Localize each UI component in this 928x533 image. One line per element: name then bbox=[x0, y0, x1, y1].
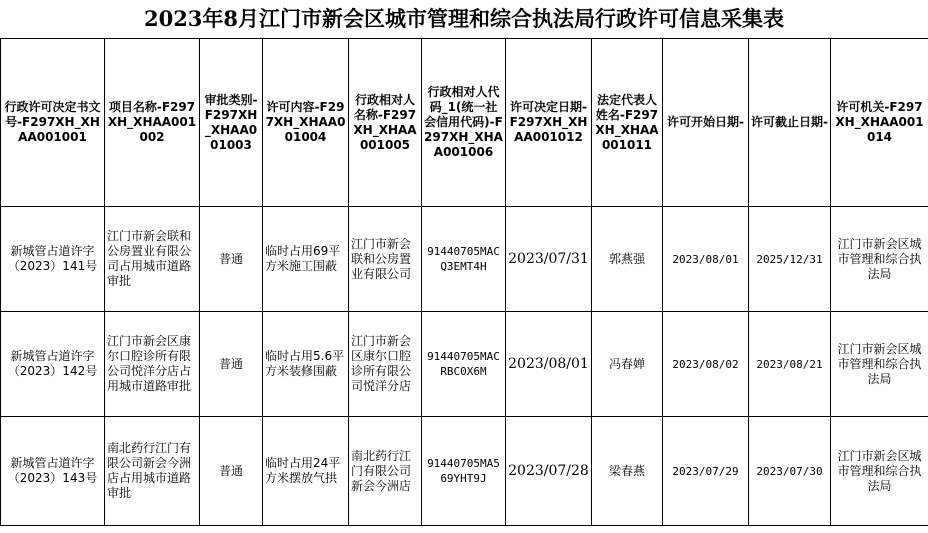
cell-authority: 江门市新会区城市管理和综合执法局 bbox=[831, 312, 928, 417]
cell-content: 临时占用5.6平方米装修围蔽 bbox=[263, 312, 349, 417]
cell-legal-rep: 冯春婵 bbox=[592, 312, 663, 417]
cell-content: 临时占用24平方米摆放气拱 bbox=[263, 417, 349, 526]
cell-code: 91440705MA569YHT9J bbox=[422, 417, 506, 526]
permit-table bbox=[0, 38, 928, 526]
cell-start-date: 2023/08/02 bbox=[663, 312, 749, 417]
table-row bbox=[1, 312, 928, 417]
header-doc-no: 行政许可决定书文号-F297XH_XHAA001001 bbox=[1, 39, 105, 207]
table-row bbox=[1, 417, 928, 526]
cell-legal-rep: 梁春燕 bbox=[592, 417, 663, 526]
cell-code: 91440705MACQ3EMT4H bbox=[422, 207, 506, 312]
header-party: 行政相对人名称-F297XH_XHAA001005 bbox=[349, 39, 422, 207]
cell-decision-date: 2023/07/28 bbox=[506, 417, 592, 526]
cell-doc-no: 新城管占道许字（2023）143号 bbox=[1, 417, 105, 526]
cell-project: 江门市新会区康尔口腔诊所有限公司悦洋分店占用城市道路审批 bbox=[105, 312, 200, 417]
cell-project: 南北药行江门有限公司新会今洲店占用城市道路审批 bbox=[105, 417, 200, 526]
cell-doc-no: 新城管占道许字（2023）142号 bbox=[1, 312, 105, 417]
header-code: 行政相对人代码_1(统一社会信用代码)-F297XH_XHAA001006 bbox=[422, 39, 506, 207]
header-decision-date: 许可决定日期-F297XH_XHAA001012 bbox=[506, 39, 592, 207]
header-category: 审批类别-F297XH_XHAA001003 bbox=[200, 39, 263, 207]
header-authority: 许可机关-F297XH_XHAA001014 bbox=[831, 39, 928, 207]
header-content: 许可内容-F297XH_XHAA001004 bbox=[263, 39, 349, 207]
cell-category: 普通 bbox=[200, 417, 263, 526]
header-row bbox=[1, 39, 928, 207]
cell-end-date: 2023/08/21 bbox=[749, 312, 831, 417]
cell-category: 普通 bbox=[200, 207, 263, 312]
cell-category: 普通 bbox=[200, 312, 263, 417]
cell-decision-date: 2023/07/31 bbox=[506, 207, 592, 312]
cell-end-date: 2025/12/31 bbox=[749, 207, 831, 312]
header-project: 项目名称-F297XH_XHAA001002 bbox=[105, 39, 200, 207]
cell-legal-rep: 郭燕强 bbox=[592, 207, 663, 312]
cell-end-date: 2023/07/30 bbox=[749, 417, 831, 526]
cell-start-date: 2023/08/01 bbox=[663, 207, 749, 312]
cell-content: 临时占用69平方米施工围蔽 bbox=[263, 207, 349, 312]
header-end-date: 许可截止日期- bbox=[749, 39, 831, 207]
cell-project: 江门市新会联和公房置业有限公司占用城市道路审批 bbox=[105, 207, 200, 312]
cell-doc-no: 新城管占道许字（2023）141号 bbox=[1, 207, 105, 312]
cell-party: 南北药行江门有限公司新会今洲店 bbox=[349, 417, 422, 526]
cell-authority: 江门市新会区城市管理和综合执法局 bbox=[831, 417, 928, 526]
table-row bbox=[1, 207, 928, 312]
cell-authority: 江门市新会区城市管理和综合执法局 bbox=[831, 207, 928, 312]
header-legal-rep: 法定代表人姓名-F297XH_XHAA001011 bbox=[592, 39, 663, 207]
cell-code: 91440705MACRBC0X6M bbox=[422, 312, 506, 417]
cell-party: 江门市新会区康尔口腔诊所有限公司悦洋分店 bbox=[349, 312, 422, 417]
cell-start-date: 2023/07/29 bbox=[663, 417, 749, 526]
cell-party: 江门市新会联和公房置业有限公司 bbox=[349, 207, 422, 312]
header-start-date: 许可开始日期- bbox=[663, 39, 749, 207]
page-title: 2023年8月江门市新会区城市管理和综合执法局行政许可信息采集表 bbox=[143, 6, 785, 31]
cell-decision-date: 2023/08/01 bbox=[506, 312, 592, 417]
